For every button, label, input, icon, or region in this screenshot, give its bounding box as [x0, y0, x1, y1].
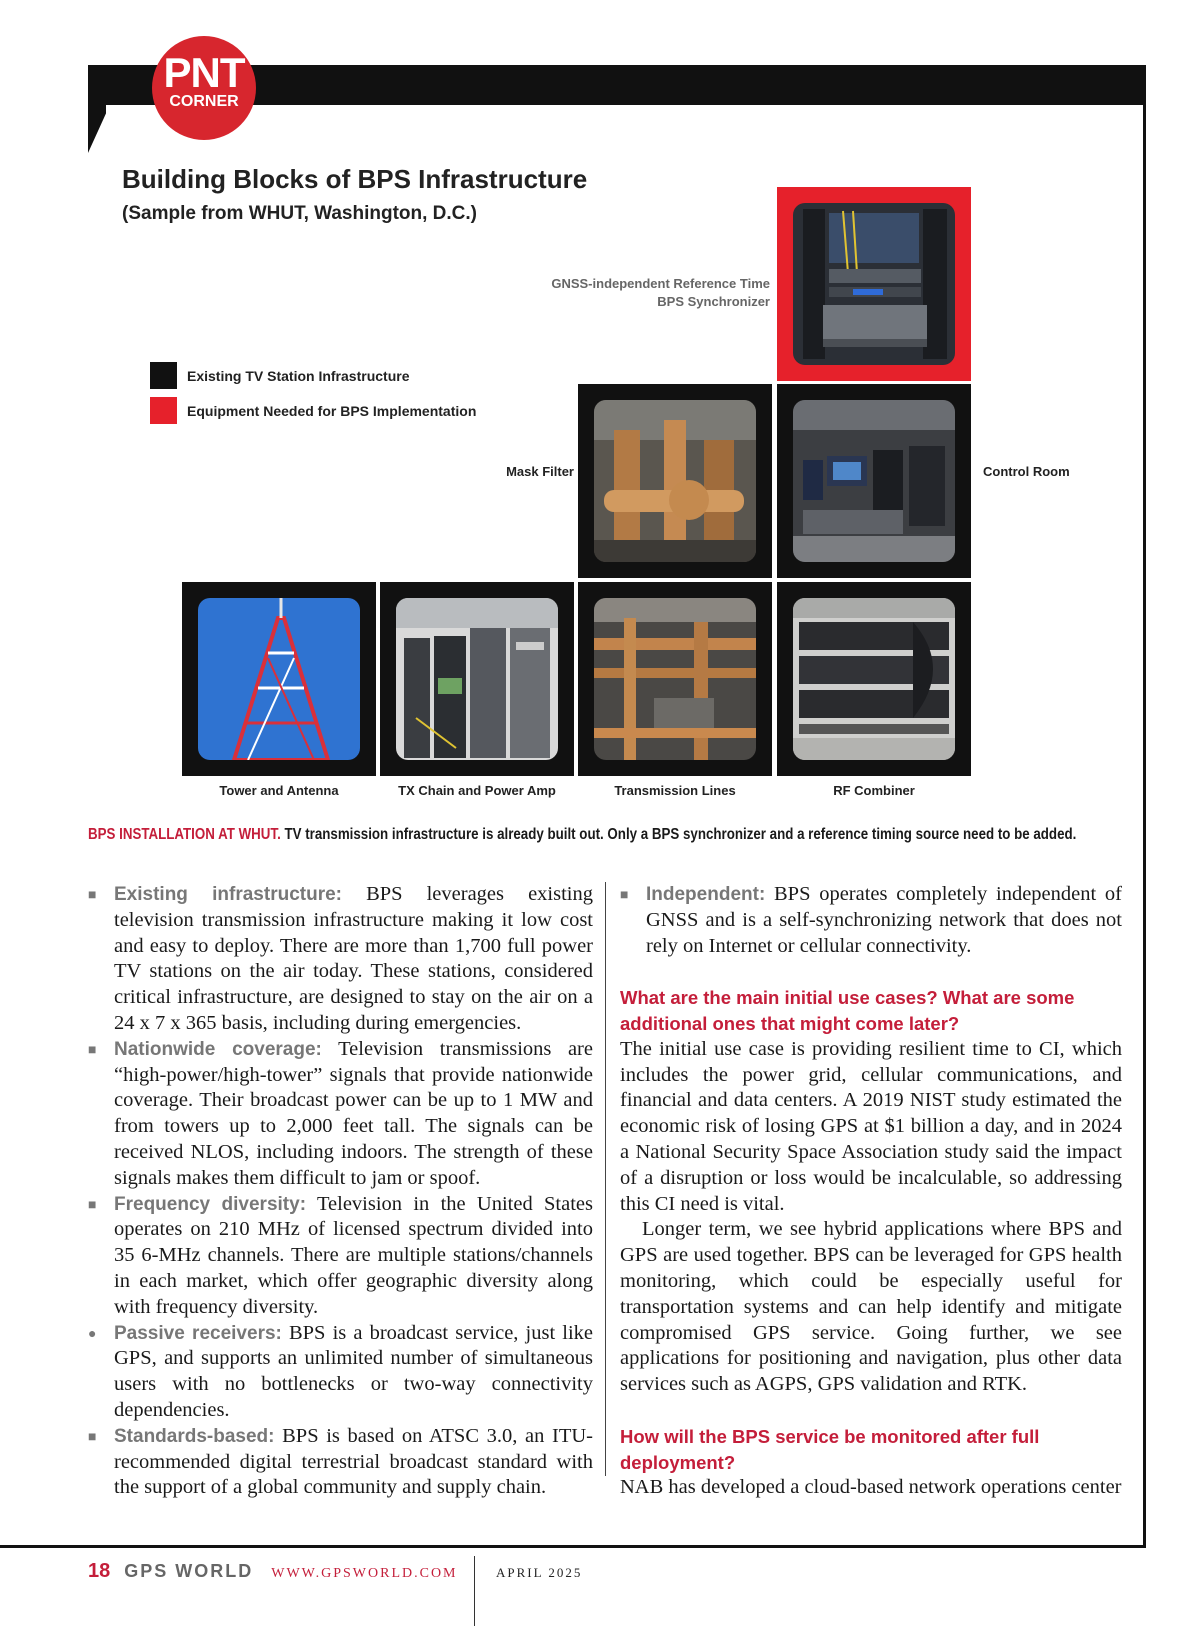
logo-text-bottom: CORNER	[169, 93, 239, 110]
legend-existing	[150, 362, 409, 389]
page-footer	[88, 1560, 458, 1583]
logo-text-top: PNT	[163, 49, 245, 96]
spacer	[620, 1398, 1122, 1424]
bullet-text: Television transmissions are “high-power/high-tower” signals that provide nationwide coverage. Their broadcast power can be up to 1 MW and from towers up to 2,000 feet tall. The signals can be received NLOS, including indoors. The strength of these signals makes them difficult to jam or spoof.	[114, 1037, 593, 1189]
bullet-nationwide-coverage	[88, 1037, 593, 1192]
tile-mask-filter	[578, 384, 772, 578]
rf-combiner-photo	[793, 598, 955, 760]
label-mask-filter: Mask Filter	[506, 464, 574, 479]
bullet-text: BPS operates completely independent of GNSS and is a self-synchronizing network that does not rely on Internet or cellular connectivity.	[646, 883, 1122, 957]
tile-tx-chain	[380, 582, 574, 776]
bullet-term: Existing infrastructure:	[114, 884, 342, 905]
page-number: 18	[88, 1560, 111, 1582]
bullet-term: Standards-based:	[114, 1425, 275, 1447]
control-room-photo	[793, 400, 955, 562]
tower-photo	[198, 598, 360, 760]
tile-rf-combiner	[777, 582, 971, 776]
bullet-frequency-diversity	[88, 1192, 593, 1321]
footer-divider	[474, 1556, 475, 1626]
legend-needed	[150, 397, 476, 424]
bullet-standards-based	[88, 1424, 593, 1501]
frame-bottom-rule	[0, 1545, 1146, 1548]
column-divider	[605, 882, 606, 1476]
bullet-square-icon: ■	[88, 886, 97, 902]
gnss-note-line1: GNSS-independent Reference Time	[551, 276, 770, 291]
figure-subtitle: (Sample from WHUT, Washington, D.C.)	[122, 203, 478, 224]
spacer	[620, 959, 1122, 985]
figure-caption	[88, 824, 1077, 846]
bullet-text: BPS leverages existing television transmission infrastructure making it low cost and easy to deploy. There are more than 1,700 full power TV stations on the air today. These stations, considered critical infrastructure, are designed to stay on the air on a 24 x 7 x 365 basis, including during emergencies.	[114, 883, 593, 1034]
bullet-square-icon: ■	[620, 886, 629, 902]
label-tower: Tower and Antenna	[219, 783, 339, 798]
bullet-text: Television in the United States operates on 210 MHz of licensed spectrum divided into 35 6-MHz channels. There are multiple stations/channels in each market, which offer geographic diversity along with frequency diversity.	[114, 1192, 593, 1318]
label-transmission-lines: Transmission Lines	[614, 783, 736, 798]
tx-chain-photo	[396, 598, 558, 760]
gnss-note-line2: BPS Synchronizer	[657, 294, 770, 309]
mask-filter-photo	[594, 400, 756, 562]
bullet-square-icon: ■	[88, 1195, 97, 1212]
legend-swatch-red	[150, 397, 177, 424]
tile-bps-synchronizer	[777, 187, 971, 381]
right-column	[620, 882, 1122, 1501]
synchronizer-photo	[793, 203, 955, 365]
caption-text: TV transmission infrastructure is already built out. Only a BPS synchronizer and a reference timing source need to be added.	[284, 826, 1077, 843]
paragraph-longer-term: Longer term, we see hybrid applications where BPS and GPS are used together. BPS can be leveraged for GPS health monitoring, which could be especially useful for transportation systems and can help identify and mitigate compromised GPS service. Going further, we see applications for positioning and navigation, plus other data services such as AGPS, GPS validation and RTK.	[620, 1218, 1122, 1396]
bullet-term: Frequency diversity:	[114, 1193, 307, 1215]
bullet-independent	[620, 882, 1122, 959]
bullet-square-icon: ■	[88, 1040, 97, 1057]
bullet-term: Nationwide coverage:	[114, 1038, 322, 1060]
left-column	[88, 882, 593, 1501]
bullet-text: BPS is a broadcast service, just like GPS, and supports an unlimited number of simultaneous users with no bottlenecks or two-way connectivity dependencies.	[114, 1321, 594, 1421]
tile-tower	[182, 582, 376, 776]
bullet-existing-infrastructure	[88, 882, 593, 1037]
bullet-passive-receivers	[88, 1321, 593, 1424]
transmission-lines-photo	[594, 598, 756, 760]
bullet-term: Passive receivers:	[114, 1322, 282, 1344]
bullet-term: Independent:	[646, 884, 766, 905]
legend-label-needed: Equipment Needed for BPS Implementation	[187, 402, 477, 419]
question-heading-use-cases: What are the main initial use cases? What are some additional ones that might come later?	[620, 987, 1075, 1034]
legend-swatch-black	[150, 362, 177, 389]
question-heading-monitoring: How will the BPS service be monitored after full deployment?	[620, 1425, 1040, 1473]
bullet-dot-icon: ●	[88, 1324, 97, 1341]
paragraph-nab: NAB has developed a cloud-based network operations center	[620, 1476, 1122, 1499]
frame-right-rule	[1143, 65, 1146, 1547]
issue-date: APRIL 2025	[496, 1565, 583, 1580]
label-tx-chain: TX Chain and Power Amp	[398, 783, 556, 798]
tile-control-room	[777, 384, 971, 578]
paragraph-initial-use: The initial use case is providing resilient time to CI, which includes the power grid, cellular communications, and financial and data centers. A 2019 NIST study estimated the economic risk of losing GPS at $1 billion a day, and in 2024 a National Security Space Association study said the impact of a disruption or loss would be incalculable, so addressing this CI need is vital.	[620, 1037, 1122, 1215]
figure-title: Building Blocks of BPS Infrastructure	[122, 164, 588, 194]
caption-lead: BPS INSTALLATION AT WHUT.	[88, 826, 281, 843]
publication-name: GPS WORLD	[124, 1561, 254, 1581]
legend-label-existing: Existing TV Station Infrastructure	[187, 367, 410, 384]
label-rf-combiner: RF Combiner	[833, 783, 915, 798]
tile-transmission-lines	[578, 582, 772, 776]
label-control-room: Control Room	[983, 464, 1070, 479]
gnss-note	[480, 275, 770, 311]
header-bar-tab	[88, 65, 106, 153]
bullet-text: BPS is based on ATSC 3.0, an ITU-recommended digital terrestrial broadcast standard with the support of a global community and supply chain.	[114, 1424, 593, 1499]
bullet-square-icon: ■	[88, 1427, 97, 1444]
pnt-corner-logo	[152, 36, 256, 140]
publication-url[interactable]: WWW.GPSWORLD.COM	[271, 1566, 458, 1581]
